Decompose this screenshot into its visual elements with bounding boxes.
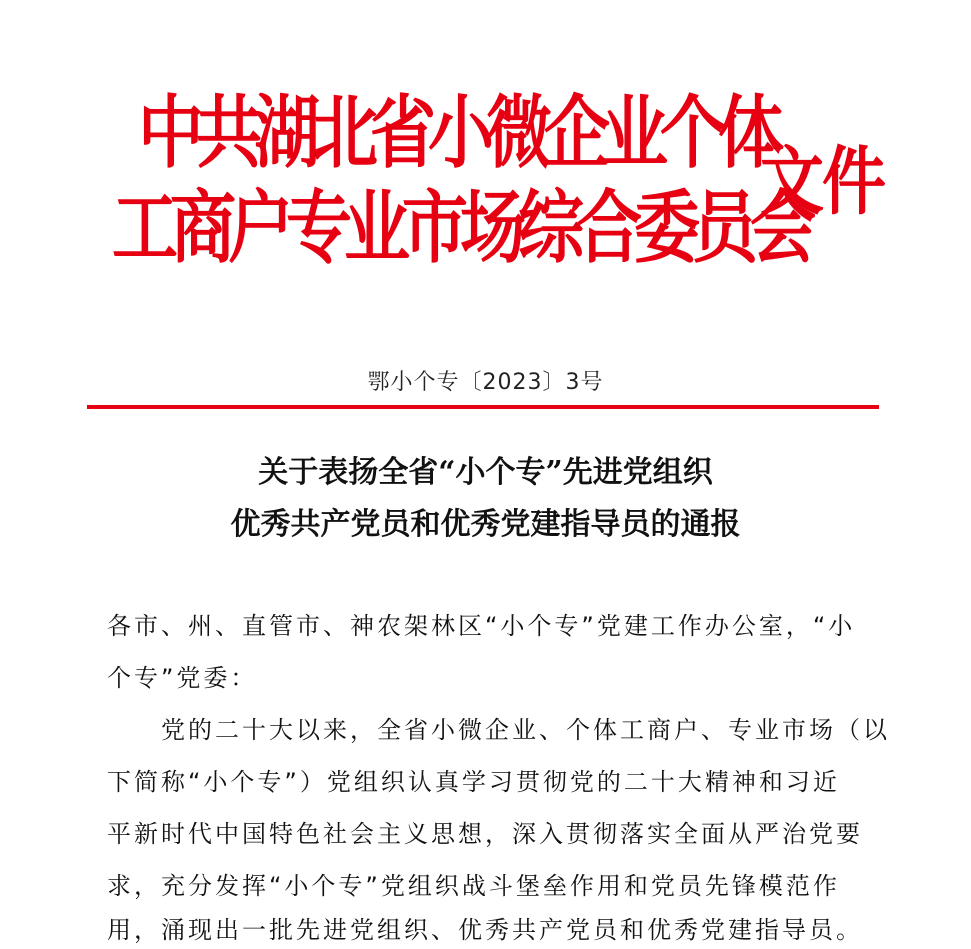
body-line: 用，涌现出一批先进党组织、优秀共产党员和优秀党建指导员。 [107, 916, 863, 944]
body-line: 个专”党委： [107, 664, 258, 692]
issuing-organization-line-1: 中共湖北省小微企业个体 [138, 85, 776, 180]
body-line: 各市、州、直管市、神农架林区“小个专”党建工作办公室，“小 [107, 612, 856, 640]
document-header [112, 85, 892, 288]
body-line: 求，充分发挥“小个专”党组织战斗堡垒作用和党员先锋模范作 [107, 872, 840, 900]
issuing-organization-line-2: 工商户专业市场综合委员会 [112, 180, 808, 275]
red-divider-line [87, 405, 879, 409]
body-line: 党的二十大以来，全省小微企业、个体工商户、专业市场（以 [107, 716, 890, 744]
body-line: 下简称“小个专”）党组织认真学习贯彻党的二十大精神和习近 [107, 768, 840, 796]
notice-title-line-1: 关于表扬全省“小个专”先进党组织 [258, 455, 713, 490]
document-number: 鄂小个专〔2023〕3号 [367, 370, 604, 395]
notice-title-line-2: 优秀共产党员和优秀党建指导员的通报 [230, 507, 741, 542]
body-line: 平新时代中国特色社会主义思想，深入贯彻落实全面从严治党要 [107, 820, 863, 848]
document-type-label: 文件 [760, 139, 884, 226]
